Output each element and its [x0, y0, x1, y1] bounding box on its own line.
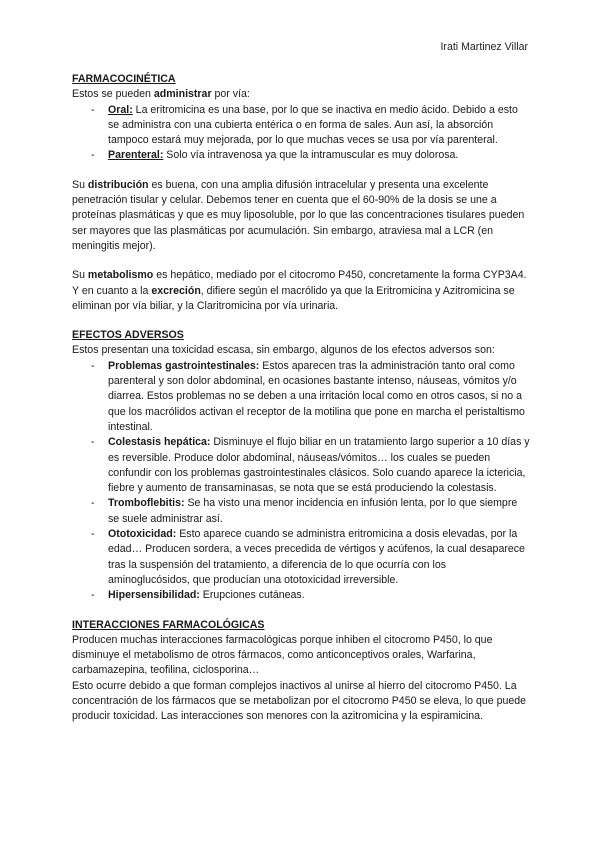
list-item: - Oral: La eritromicina es una base, por lo que se inactiva en medio ácido. Debido a esto se administra con una cubierta entérica o en forma de sales. Aun así, la absorción tampoco estará muy mejorada, por lo que muchas veces se usa por vía parenteral.: [91, 103, 518, 147]
document-body: [72, 72, 530, 725]
list-item: - Colestasis hepática: Disminuye el flujo biliar en un tratamiento largo superior a 10 días y es reversible. Produce dolor abdominal, náuseas/vómitos… los cuales se pueden confundir con los problemas gastrointestinales clásicos. Solo cuando aparece la ictericia, fiebre y aumento de transaminasas, se nota que se está produciendo la colestasis.: [91, 436, 530, 495]
metabolism-paragraph: Su metabolismo es hepático, mediado por el citocromo P450, concretamente la forma CYP3A4. Y en cuanto a la excreción, difiere según el macrólido ya que la Eritromicina y Azitromicina se eliminan por vía biliar, y la Claritromicina por vía urinaria.: [72, 269, 527, 312]
section-title-farmacocinetica: FARMACOCINÉTICA: [72, 73, 176, 85]
list-item: - Tromboflebitis: Se ha visto una menor incidencia en infusión lenta, por lo que siempre se suele administrar así.: [91, 497, 518, 525]
list-item: - Ototoxicidad: Esto aparece cuando se administra eritromicina a dosis elevadas, por la edad… Producen sordera, a veces precedida de vértigos y acúfenos, la cual desaparece tras la suspensión del tratamiento, a diferencia de lo que ocurría con los aminoglucósidos, que producían una ototoxicidad irreversible.: [91, 528, 525, 586]
section-title-efectos: EFECTOS ADVERSOS: [72, 329, 184, 342]
administration-intro: Estos se pueden administrar por vía:: [72, 88, 250, 101]
interactions-paragraph-2: Esto ocurre debido a que forman complejos inactivos al unirse al hierro del citocromo P450. La concentración de los fármacos que se metabolizan por el citocromo P450 se eleva, lo que puede producir toxicidad. Las interacciones son menores con la azitromicina y la espiramicina.: [72, 679, 527, 723]
list-item: - Parenteral: Solo vía intravenosa ya que la intramuscular es muy dolorosa.: [91, 149, 459, 162]
list-item: - Hipersensibilidad: Erupciones cutáneas.: [91, 589, 305, 602]
adverse-effects-intro: Estos presentan una toxicidad escasa, sin embargo, algunos de los efectos adversos son:: [72, 344, 495, 357]
administration-list: [72, 103, 530, 164]
distribution-paragraph: Su distribución es buena, con una amplia difusión intracelular y presenta una excelente penetración tisular y celular. Debemos tener en cuenta que el 60-90% de la dosis se une a proteínas plasmáticas y que es muy liposoluble, por lo que las concentraciones tisulares pueden ser mayores que las plasmáticas por acumulación. Sin embargo, atraviesa mal a LCR (en meningitis mejor).: [72, 178, 525, 252]
section-title-interacciones: INTERACCIONES FARMACOLÓGICAS: [72, 618, 265, 631]
adverse-effects-list: [72, 359, 530, 604]
author-name: Irati Martinez Villar: [440, 41, 528, 53]
list-item: - Problemas gastrointestinales: Estos aparecen tras la administración tanto oral como parenteral y son dolor abdominal, en ocasiones bastante intenso, náuseas, vómitos y/o diarrea. Estos problemas no se deben a una irritación local como en otros casos, si no a que los macrólidos activan el receptor de la motilina que pone en marcha el peristaltismo intestinal.: [91, 359, 525, 433]
interactions-paragraph-1: Producen muchas interacciones farmacológicas porque inhiben el citocromo P450, lo que disminuye el metabolismo de otros fármacos, como anticonceptivos orales, Warfarina, carbamazepina, teofilina, ciclosporina…: [72, 633, 493, 677]
